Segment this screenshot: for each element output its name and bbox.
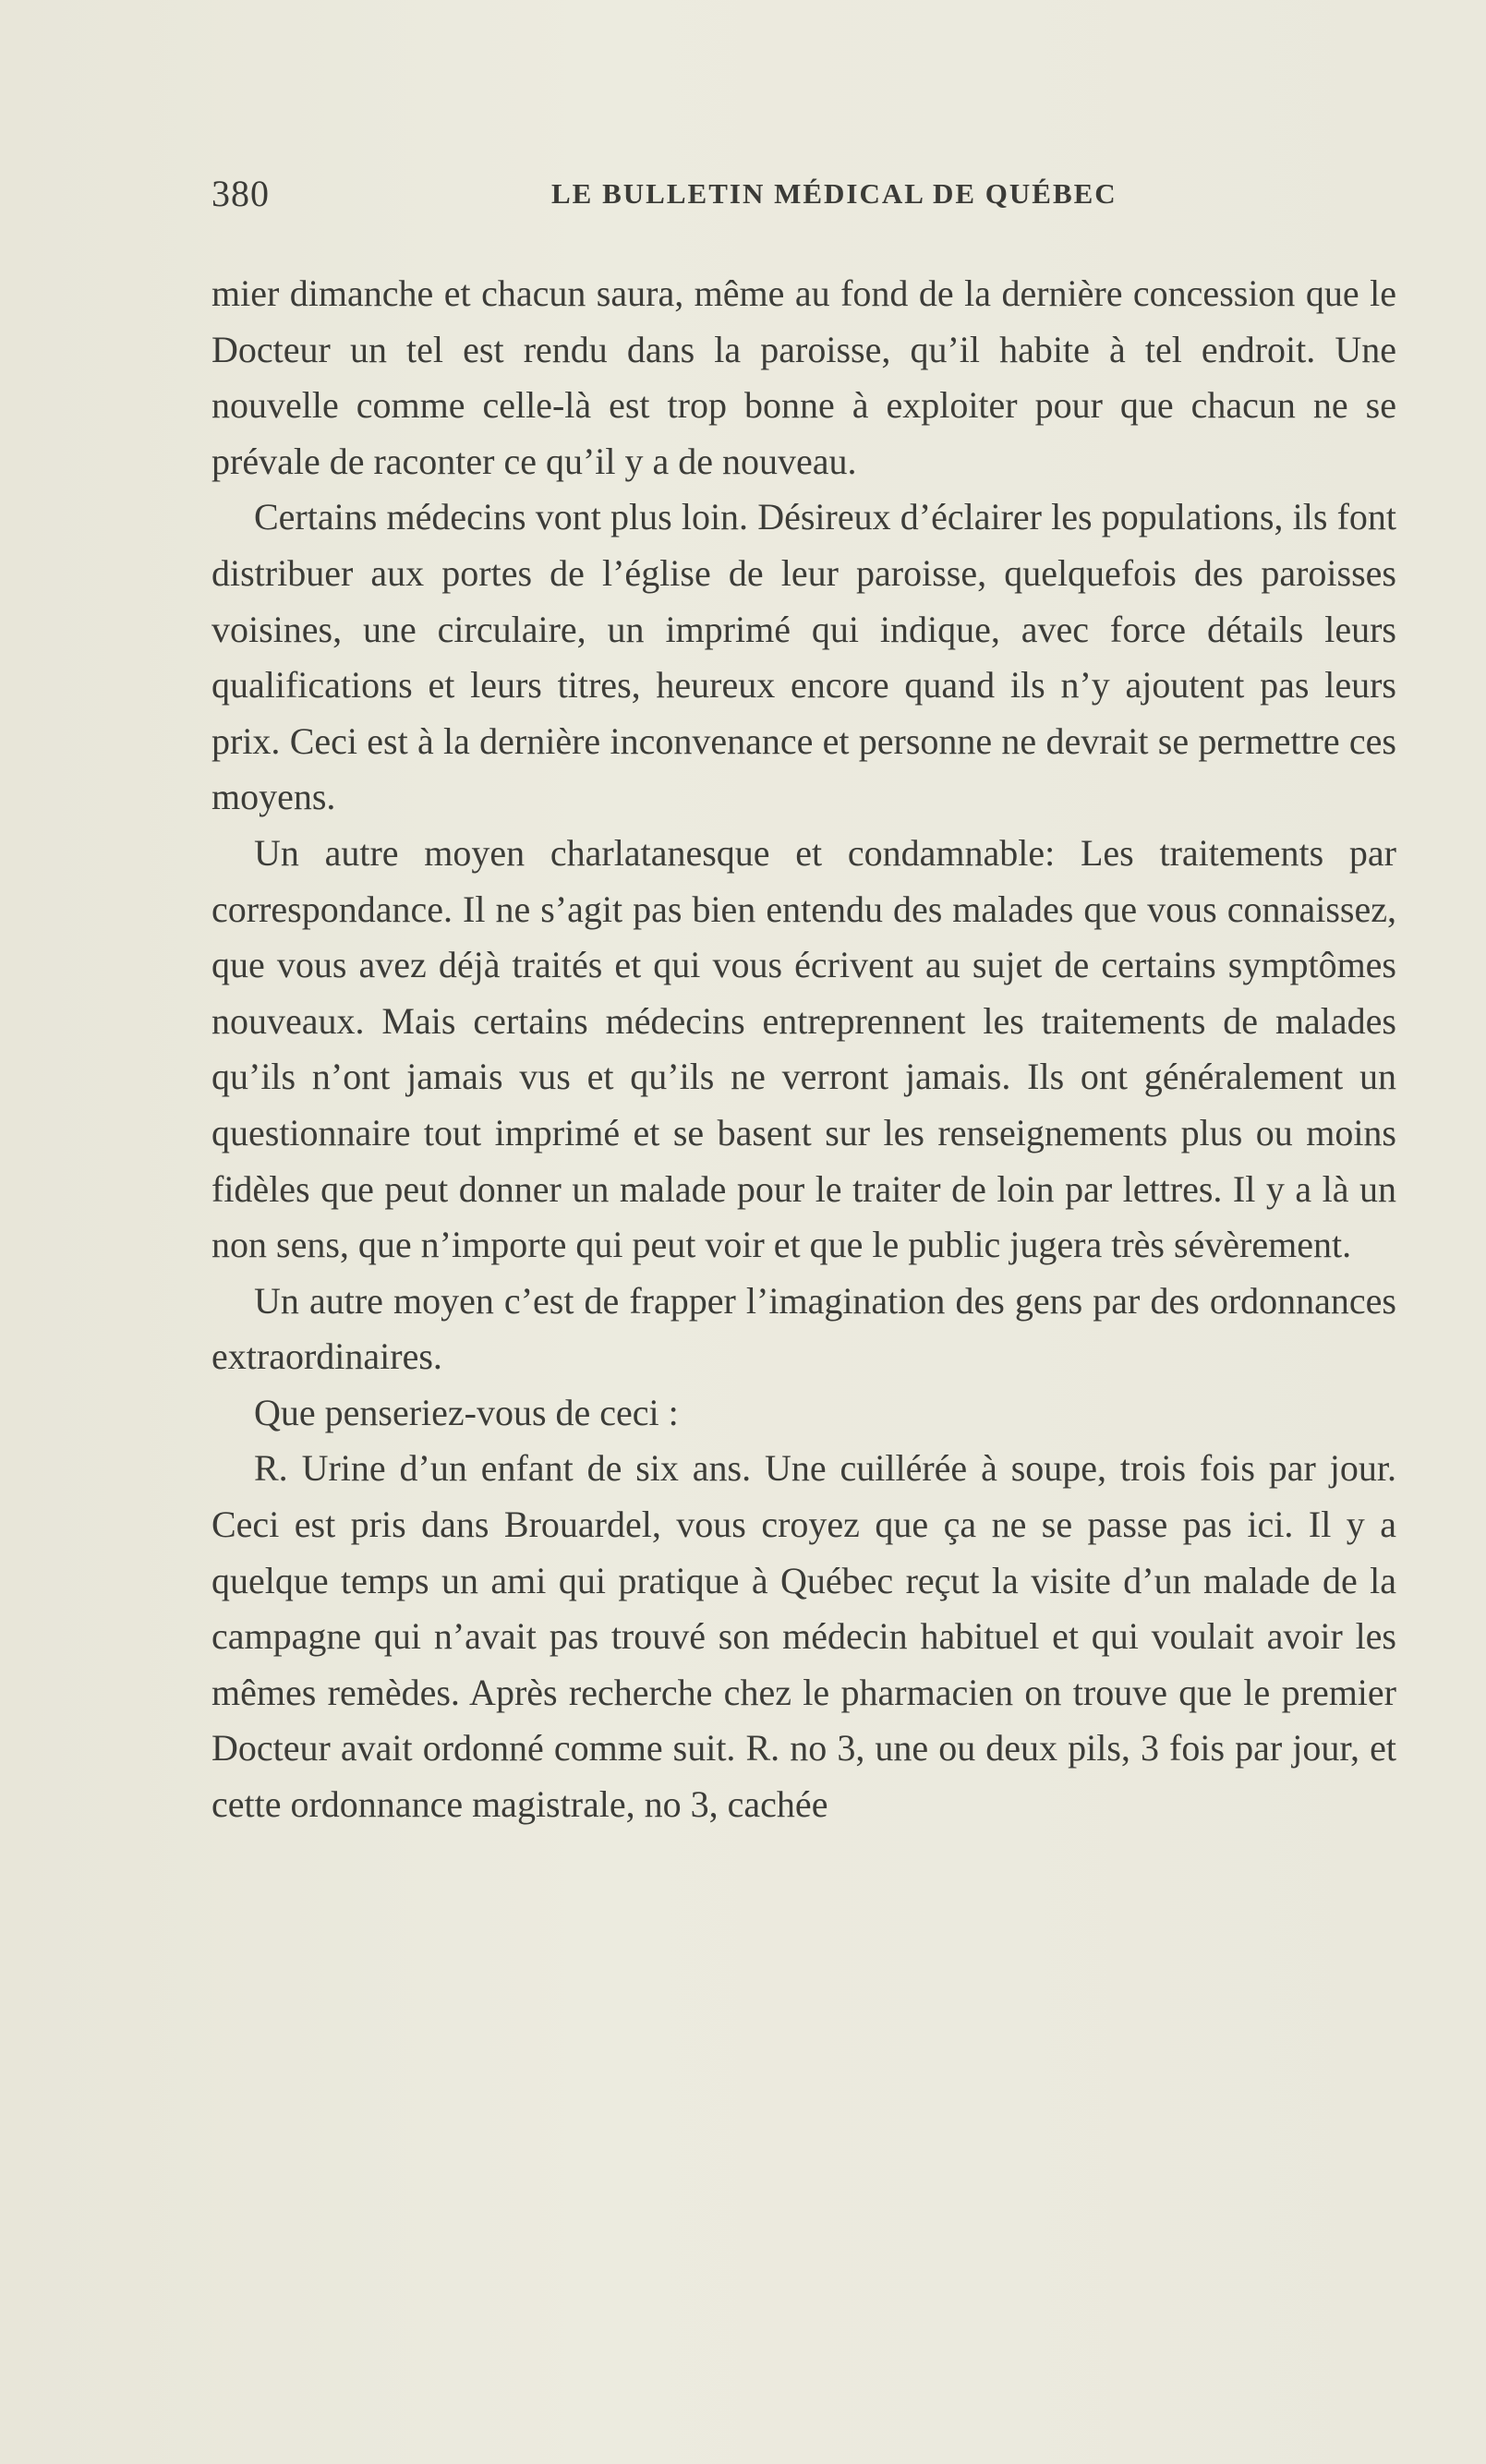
page-header xyxy=(211,172,1183,227)
body-text xyxy=(211,266,1396,1833)
paragraph: Un autre moyen c’est de frapper l’imagination des gens par des ordonnances extraordinaires. xyxy=(211,1279,1396,1378)
paragraph: Certains médecins vont plus loin. Désireux d’éclairer les populations, ils font distribuer aux portes de l’église de leur paroisse, quelquefois des paroisses voisines, une circulaire, un imprimé qui indique, avec force détails leurs qualifications et leurs titres, heureux encore quand ils n’y ajoutent pas leurs prix. Ceci est à la dernière inconvenance et personne ne devrait se permettre ces moyens. xyxy=(211,496,1396,818)
paragraph: Un autre moyen charlatanesque et condamnable: Les traitements par correspondance. Il ne s’agit pas bien entendu des malades que vous connaissez, que vous avez déjà traités et qui vous écrivent au sujet de certains symptômes nouveaux. Mais certains médecins entreprennent les traitements de malades qu’ils n’ont jamais vus et qu’ils ne verront jamais. Ils ont généralement un questionnaire tout imprimé et se basent sur les renseignements plus ou moins fidèles que peut donner un malade pour le traiter de loin par lettres. Il y a là un non sens, que n’importe qui peut voir et que le public jugera très sévèrement. xyxy=(211,831,1396,1266)
paragraph: R. Urine d’un enfant de six ans. Une cuillérée à soupe, trois fois par jour. Ceci est pris dans Brouardel, vous croyez que ça ne se passe pas ici. Il y a quelque temps un ami qui pratique à Québec reçut la visite d’un malade de la campagne qui n’avait pas trouvé son médecin habituel et qui voulait avoir les mêmes remèdes. Après recherche chez le pharmacien on trouve que le premier Docteur avait ordonné comme suit. R. no 3, une ou deux pils, 3 fois par jour, et cette ordonnance magistrale, no 3, cachée xyxy=(211,1447,1396,1826)
running-head: LE BULLETIN MÉDICAL DE QUÉBEC xyxy=(551,177,1118,210)
paragraph-continued: mier dimanche et chacun saura, même au fond de la dernière concession que le Docteur un tel est rendu dans la paroisse, qu’il habite à tel endroit. Une nouvelle comme celle-là est trop bonne à exploiter pour que chacun ne se prévale de raconter ce qu’il y a de nouveau. xyxy=(211,272,1396,482)
page-number: 380 xyxy=(211,173,270,214)
paragraph: Que penseriez-vous de ceci : xyxy=(254,1391,679,1433)
